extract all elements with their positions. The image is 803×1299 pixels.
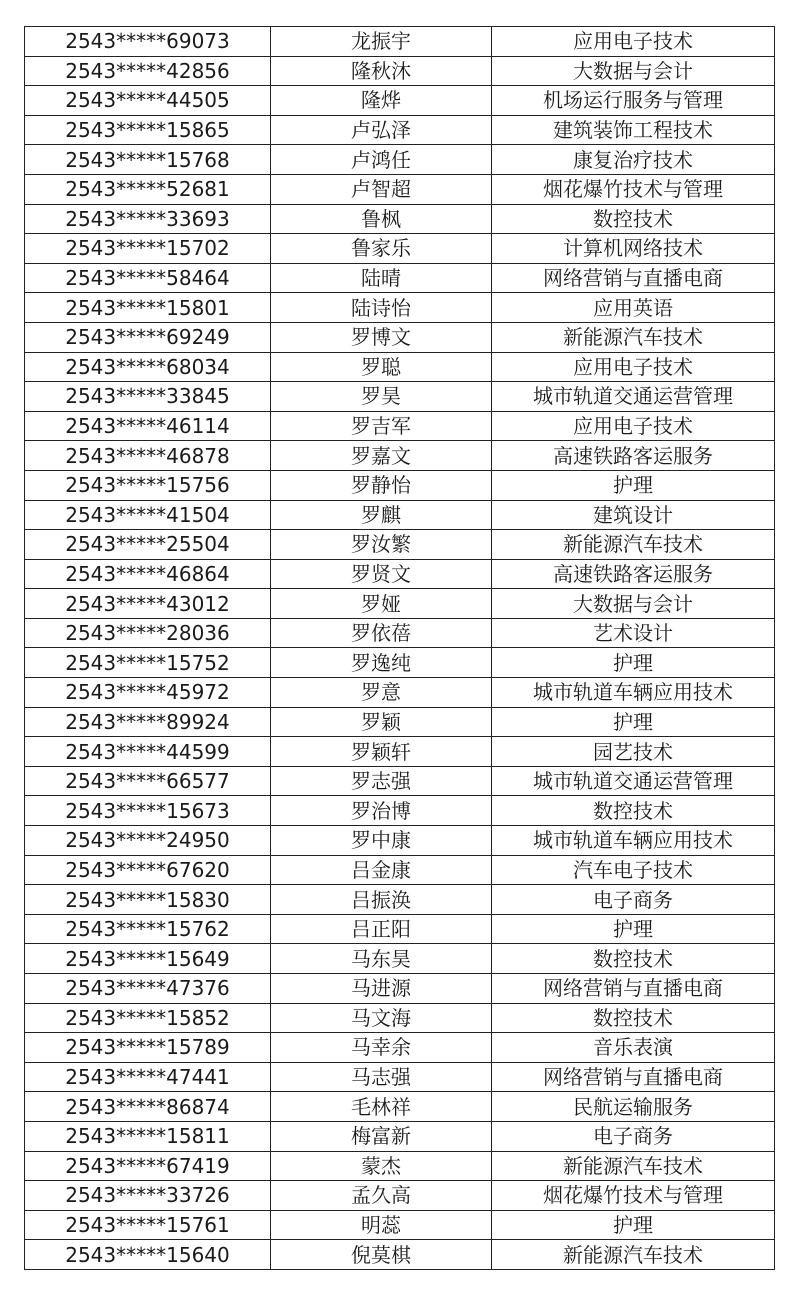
student-id-cell: 2543*****46864 (25, 559, 271, 589)
major-cell: 计算机网络技术 (492, 234, 775, 264)
student-name-cell: 罗中康 (271, 826, 492, 856)
student-name-cell: 马进源 (271, 974, 492, 1004)
major-cell: 烟花爆竹技术与管理 (492, 1181, 775, 1211)
student-name-cell: 马东昊 (271, 944, 492, 974)
major-cell: 烟花爆竹技术与管理 (492, 174, 775, 204)
major-cell: 数控技术 (492, 944, 775, 974)
student-name-cell: 罗吉军 (271, 411, 492, 441)
table-row (25, 1062, 775, 1092)
table-row (25, 1181, 775, 1211)
student-id-cell: 2543*****15768 (25, 145, 271, 175)
student-id-cell: 2543*****68034 (25, 352, 271, 382)
roster-table (24, 26, 775, 1270)
major-cell: 建筑设计 (492, 500, 775, 530)
student-id-cell: 2543*****69073 (25, 27, 271, 57)
table-row (25, 589, 775, 619)
major-cell: 新能源汽车技术 (492, 1240, 775, 1270)
major-cell: 城市轨道车辆应用技术 (492, 678, 775, 708)
student-id-cell: 2543*****25504 (25, 530, 271, 560)
major-cell: 民航运输服务 (492, 1092, 775, 1122)
major-cell: 城市轨道车辆应用技术 (492, 826, 775, 856)
table-row (25, 914, 775, 944)
student-name-cell: 卢鸿任 (271, 145, 492, 175)
student-name-cell: 龙振宇 (271, 27, 492, 57)
table-row (25, 826, 775, 856)
table-row (25, 944, 775, 974)
student-id-cell: 2543*****67620 (25, 855, 271, 885)
student-name-cell: 罗麒 (271, 500, 492, 530)
student-name-cell: 罗汝繁 (271, 530, 492, 560)
student-id-cell: 2543*****28036 (25, 618, 271, 648)
student-name-cell: 罗志强 (271, 766, 492, 796)
table-row (25, 648, 775, 678)
table-row (25, 293, 775, 323)
major-cell: 新能源汽车技术 (492, 322, 775, 352)
student-name-cell: 孟久高 (271, 1181, 492, 1211)
student-name-cell: 罗静怡 (271, 470, 492, 500)
student-id-cell: 2543*****15761 (25, 1210, 271, 1240)
student-id-cell: 2543*****15852 (25, 1003, 271, 1033)
student-id-cell: 2543*****69249 (25, 322, 271, 352)
student-id-cell: 2543*****42856 (25, 56, 271, 86)
major-cell: 网络营销与直播电商 (492, 1062, 775, 1092)
table-row (25, 382, 775, 412)
student-id-cell: 2543*****67419 (25, 1151, 271, 1181)
student-name-cell: 罗逸纯 (271, 648, 492, 678)
student-name-cell: 梅富新 (271, 1121, 492, 1151)
table-row (25, 1092, 775, 1122)
student-name-cell: 卢智超 (271, 174, 492, 204)
major-cell: 应用电子技术 (492, 27, 775, 57)
student-id-cell: 2543*****46114 (25, 411, 271, 441)
table-row (25, 204, 775, 234)
table-row (25, 855, 775, 885)
student-id-cell: 2543*****15673 (25, 796, 271, 826)
major-cell: 护理 (492, 470, 775, 500)
student-name-cell: 罗颖 (271, 707, 492, 737)
student-name-cell: 明蕊 (271, 1210, 492, 1240)
table-row (25, 234, 775, 264)
student-name-cell: 陆晴 (271, 263, 492, 293)
student-name-cell: 罗博文 (271, 322, 492, 352)
table-row (25, 559, 775, 589)
table-row (25, 145, 775, 175)
major-cell: 护理 (492, 1210, 775, 1240)
student-id-cell: 2543*****15801 (25, 293, 271, 323)
major-cell: 网络营销与直播电商 (492, 974, 775, 1004)
student-name-cell: 罗昊 (271, 382, 492, 412)
student-name-cell: 陆诗怡 (271, 293, 492, 323)
student-id-cell: 2543*****52681 (25, 174, 271, 204)
table-row (25, 411, 775, 441)
major-cell: 应用电子技术 (492, 352, 775, 382)
student-id-cell: 2543*****15702 (25, 234, 271, 264)
student-id-cell: 2543*****33845 (25, 382, 271, 412)
table-row (25, 352, 775, 382)
major-cell: 新能源汽车技术 (492, 1151, 775, 1181)
student-id-cell: 2543*****24950 (25, 826, 271, 856)
table-row (25, 1003, 775, 1033)
student-name-cell: 隆秋沐 (271, 56, 492, 86)
table-row (25, 796, 775, 826)
major-cell: 建筑装饰工程技术 (492, 115, 775, 145)
major-cell: 高速铁路客运服务 (492, 441, 775, 471)
student-id-cell: 2543*****15762 (25, 914, 271, 944)
student-id-cell: 2543*****41504 (25, 500, 271, 530)
table-row (25, 1151, 775, 1181)
student-name-cell: 隆烨 (271, 86, 492, 116)
student-name-cell: 罗嘉文 (271, 441, 492, 471)
major-cell: 康复治疗技术 (492, 145, 775, 175)
table-row (25, 766, 775, 796)
student-name-cell: 罗聪 (271, 352, 492, 382)
student-id-cell: 2543*****43012 (25, 589, 271, 619)
student-name-cell: 蒙杰 (271, 1151, 492, 1181)
student-name-cell: 罗贤文 (271, 559, 492, 589)
student-id-cell: 2543*****33693 (25, 204, 271, 234)
student-id-cell: 2543*****44599 (25, 737, 271, 767)
student-id-cell: 2543*****58464 (25, 263, 271, 293)
table-row (25, 27, 775, 57)
table-row (25, 885, 775, 915)
major-cell: 机场运行服务与管理 (492, 86, 775, 116)
student-name-cell: 罗依蓓 (271, 618, 492, 648)
major-cell: 电子商务 (492, 885, 775, 915)
table-row (25, 441, 775, 471)
table-row (25, 263, 775, 293)
major-cell: 城市轨道交通运营管理 (492, 382, 775, 412)
student-id-cell: 2543*****15649 (25, 944, 271, 974)
major-cell: 数控技术 (492, 1003, 775, 1033)
student-id-cell: 2543*****46878 (25, 441, 271, 471)
major-cell: 汽车电子技术 (492, 855, 775, 885)
roster-sheet (24, 26, 774, 1270)
student-name-cell: 毛林祥 (271, 1092, 492, 1122)
student-name-cell: 倪莫棋 (271, 1240, 492, 1270)
table-row (25, 1240, 775, 1270)
major-cell: 网络营销与直播电商 (492, 263, 775, 293)
table-row (25, 1210, 775, 1240)
major-cell: 高速铁路客运服务 (492, 559, 775, 589)
major-cell: 应用英语 (492, 293, 775, 323)
major-cell: 音乐表演 (492, 1033, 775, 1063)
student-name-cell: 罗颖轩 (271, 737, 492, 767)
table-row (25, 500, 775, 530)
table-row (25, 618, 775, 648)
student-id-cell: 2543*****44505 (25, 86, 271, 116)
student-name-cell: 罗治博 (271, 796, 492, 826)
major-cell: 艺术设计 (492, 618, 775, 648)
student-name-cell: 卢弘泽 (271, 115, 492, 145)
student-name-cell: 罗娅 (271, 589, 492, 619)
table-row (25, 86, 775, 116)
student-name-cell: 鲁枫 (271, 204, 492, 234)
major-cell: 应用电子技术 (492, 411, 775, 441)
student-id-cell: 2543*****89924 (25, 707, 271, 737)
major-cell: 园艺技术 (492, 737, 775, 767)
table-row (25, 974, 775, 1004)
major-cell: 城市轨道交通运营管理 (492, 766, 775, 796)
table-row (25, 737, 775, 767)
student-name-cell: 吕金康 (271, 855, 492, 885)
student-id-cell: 2543*****15756 (25, 470, 271, 500)
major-cell: 护理 (492, 707, 775, 737)
student-name-cell: 马志强 (271, 1062, 492, 1092)
student-id-cell: 2543*****15811 (25, 1121, 271, 1151)
student-id-cell: 2543*****45972 (25, 678, 271, 708)
table-row (25, 530, 775, 560)
student-id-cell: 2543*****86874 (25, 1092, 271, 1122)
major-cell: 电子商务 (492, 1121, 775, 1151)
major-cell: 新能源汽车技术 (492, 530, 775, 560)
table-row (25, 1121, 775, 1151)
major-cell: 数控技术 (492, 796, 775, 826)
table-row (25, 678, 775, 708)
student-name-cell: 吕振涣 (271, 885, 492, 915)
table-row (25, 322, 775, 352)
table-row (25, 56, 775, 86)
student-name-cell: 吕正阳 (271, 914, 492, 944)
table-row (25, 707, 775, 737)
student-id-cell: 2543*****15752 (25, 648, 271, 678)
student-name-cell: 马幸余 (271, 1033, 492, 1063)
student-id-cell: 2543*****15640 (25, 1240, 271, 1270)
student-name-cell: 马文海 (271, 1003, 492, 1033)
student-name-cell: 罗意 (271, 678, 492, 708)
major-cell: 护理 (492, 648, 775, 678)
major-cell: 大数据与会计 (492, 589, 775, 619)
student-id-cell: 2543*****47441 (25, 1062, 271, 1092)
student-id-cell: 2543*****47376 (25, 974, 271, 1004)
major-cell: 大数据与会计 (492, 56, 775, 86)
student-id-cell: 2543*****15865 (25, 115, 271, 145)
student-id-cell: 2543*****33726 (25, 1181, 271, 1211)
table-row (25, 470, 775, 500)
student-id-cell: 2543*****15830 (25, 885, 271, 915)
student-id-cell: 2543*****15789 (25, 1033, 271, 1063)
student-id-cell: 2543*****66577 (25, 766, 271, 796)
table-row (25, 174, 775, 204)
table-row (25, 115, 775, 145)
table-row (25, 1033, 775, 1063)
student-name-cell: 鲁家乐 (271, 234, 492, 264)
roster-table-body (25, 27, 775, 1270)
major-cell: 护理 (492, 914, 775, 944)
major-cell: 数控技术 (492, 204, 775, 234)
